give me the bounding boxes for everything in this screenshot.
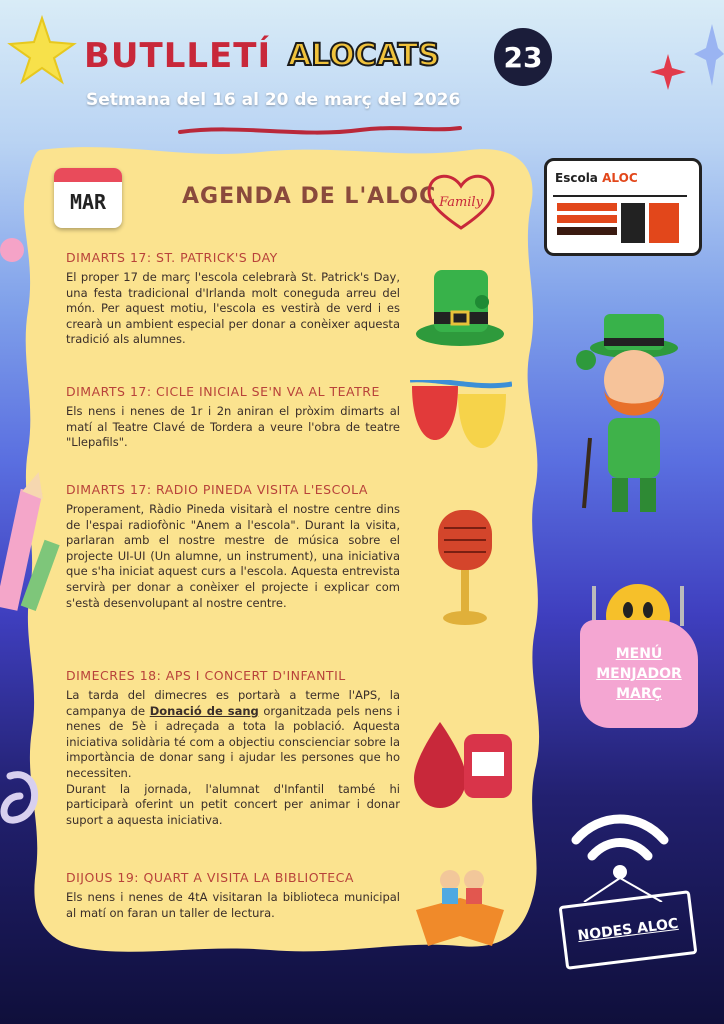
calendar-month-label: MAR bbox=[69, 190, 107, 214]
menu-line-3: MARÇ bbox=[616, 686, 662, 702]
theatre-masks-icon bbox=[408, 380, 512, 452]
microphone-icon bbox=[430, 506, 500, 628]
pencil-icon bbox=[0, 470, 60, 620]
agenda-item-body-2: Durant la jornada, l'alumnat d'Infantil també hi participarà oferint un petit concert per animar i donar suport a aquesta iniciativa. bbox=[66, 781, 400, 827]
week-subtitle: Setmana del 16 al 20 de març del 2026 bbox=[86, 90, 461, 110]
agenda-item-body bbox=[66, 688, 400, 782]
school-logo bbox=[544, 158, 702, 256]
agenda-item-title: DIMECRES 18: APS I CONCERT D'INFANTIL bbox=[66, 668, 346, 683]
agenda-item-theatre bbox=[66, 384, 400, 451]
agenda-item-st-patricks bbox=[66, 250, 400, 348]
agenda-title: AGENDA DE L'ALOC bbox=[182, 184, 437, 209]
blood-donation-link[interactable]: Donació de sang bbox=[149, 703, 259, 718]
leprechaun-illustration bbox=[564, 308, 704, 528]
blood-bag-icon bbox=[410, 718, 520, 814]
school-logo-graphic bbox=[553, 191, 687, 247]
wifi-icon bbox=[570, 806, 670, 902]
agenda-item-body: Properament, Ràdio Pineda visitarà el nostre centre dins de l'espai radiofònic "Anem a l'escola". Durant la visita, parlaran amb el nostre mestre de música sobre el projecte UI-UI (Un alumne, un instrument), una iniciativa que s'ha iniciat aquest curs a l'escola. Aquesta entrevista servirà per donar a conèixer el projecte i explicar com s'està desenvolupant al nostre centre. bbox=[66, 502, 400, 610]
menu-line-1: MENÚ bbox=[615, 646, 663, 662]
newsletter-title: BUTLLETÍ bbox=[84, 36, 272, 76]
agenda-item-title: DIMARTS 17: CICLE INICIAL SE'N VA AL TEATRE bbox=[66, 384, 380, 399]
agenda-item-title: DIMARTS 17: ST. PATRICK'S DAY bbox=[66, 250, 278, 265]
agenda-item-aps-concert bbox=[66, 668, 400, 828]
alocats-logo-text: ALOCATS bbox=[288, 38, 440, 73]
yellow-star-icon bbox=[6, 14, 78, 86]
agenda-item-title: DIMARTS 17: RADIO PINEDA VISITA L'ESCOLA bbox=[66, 482, 368, 497]
agenda-item-body: Els nens i nenes de 1r i 2n aniran el pròxim dimarts al matí al Teatre Clavé de Tordera a veure l'obra de teatre "Llepafils". bbox=[66, 404, 400, 450]
agenda-item-body: Els nens i nenes de 4tA visitaran la biblioteca municipal al matí on faran un taller de lectura. bbox=[66, 890, 400, 920]
family-badge-text: Family bbox=[439, 195, 483, 210]
issue-number-badge: 23 bbox=[494, 28, 552, 86]
school-name: Escola ALOC bbox=[555, 171, 638, 185]
family-heart-icon bbox=[424, 170, 498, 232]
book-kids-icon bbox=[412, 862, 508, 948]
agenda-body-post: organitzada pels nens i nenes de 5è i adreçada a tota la població. Aquesta iniciativa solidària té com a objectiu conscienciar sobre la importància de donar sang i ajudar les persones que ho necessiten. bbox=[66, 703, 401, 780]
agenda-item-title: DIJOUS 19: QUART A VISITA LA BIBLIOTECA bbox=[66, 870, 354, 885]
agenda-body-pre: La tarda del dimecres es portarà a terme l'APS, la campanya de bbox=[66, 688, 400, 718]
flower-icon bbox=[0, 230, 32, 270]
leprechaun-hat-icon bbox=[412, 262, 508, 348]
swirl-decoration-icon bbox=[0, 756, 48, 836]
agenda-item-library bbox=[66, 870, 400, 921]
menu-line-2: MENJADOR bbox=[596, 666, 682, 682]
nodes-aloc-sign[interactable]: NODES ALOC bbox=[559, 890, 698, 970]
lunch-menu-card[interactable] bbox=[580, 620, 698, 728]
alocats-logo bbox=[288, 38, 440, 73]
agenda-item-radio bbox=[66, 482, 400, 611]
agenda-item-body: El proper 17 de març l'escola celebrarà St. Patrick's Day, una festa tradicional d'Irlanda molt coneguda arreu del món. Per aquest motiu, l'escola es vestirà de verd i es crearà un ambient especial per donar a conèixer aquesta tradició als alumnes. bbox=[66, 270, 400, 347]
calendar-icon bbox=[54, 168, 122, 228]
blue-star-icon bbox=[682, 20, 724, 90]
